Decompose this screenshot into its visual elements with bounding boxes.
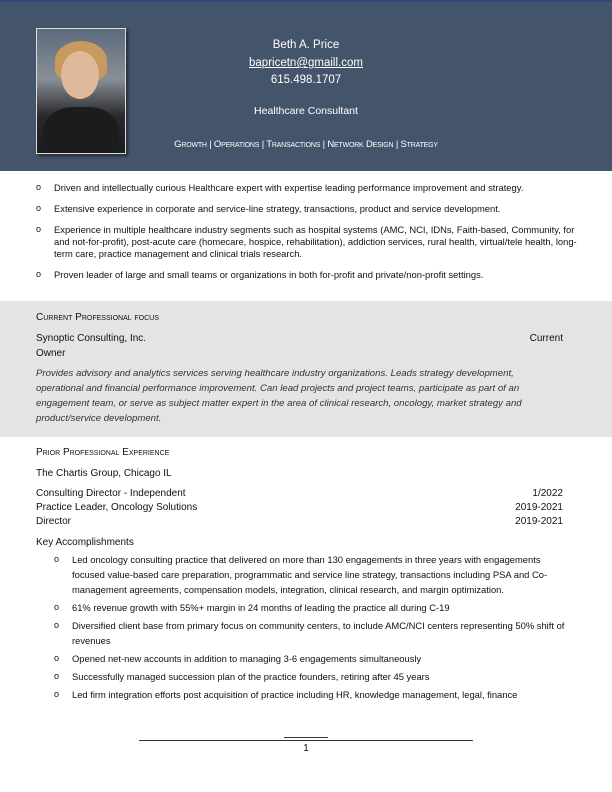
profile-photo bbox=[36, 28, 126, 154]
role-dates: 2019-2021 bbox=[515, 516, 563, 527]
section-heading: Current Professional focus bbox=[36, 312, 159, 323]
accomplishments-label: Key Accomplishments bbox=[36, 537, 134, 548]
professional-title: Healthcare Consultant bbox=[254, 105, 358, 117]
footer-divider-short bbox=[284, 737, 328, 738]
role-title: Practice Leader, Oncology Solutions bbox=[36, 502, 198, 513]
role-dates: 2019-2021 bbox=[515, 502, 563, 513]
list-item: o Extensive experience in corporate and service-line strategy, transactions, product and service development. bbox=[36, 203, 581, 215]
accomplishments-list bbox=[54, 552, 574, 705]
summary-list bbox=[36, 182, 581, 290]
company-name: Synoptic Consulting, Inc. bbox=[36, 333, 147, 344]
role-title: Consulting Director - Independent bbox=[36, 488, 186, 499]
email-link[interactable]: bapricetn@gmaill.com bbox=[249, 57, 363, 69]
header-banner bbox=[0, 0, 612, 171]
list-item: o Diversified client base from primary focus on community centers, to include AMC/NCI centers representing 50% shift of revenues bbox=[54, 618, 574, 648]
role-dates: 1/2022 bbox=[532, 488, 563, 499]
list-item: o Led firm integration efforts post acquisition of practice including HR, knowledge management, legal, finance bbox=[54, 687, 574, 702]
expertise-tags: Growth | Operations | Transactions | Network Design | Strategy bbox=[174, 139, 438, 150]
footer-divider bbox=[139, 740, 473, 741]
list-item: o Successfully managed succession plan of the practice founders, retiring after 45 years bbox=[54, 669, 574, 684]
company-name: The Chartis Group, Chicago IL bbox=[36, 468, 172, 479]
page-number: 1 bbox=[303, 743, 309, 754]
candidate-name: Beth A. Price bbox=[272, 39, 340, 51]
list-item: o Opened net-new accounts in addition to managing 3-6 engagements simultaneously bbox=[54, 651, 574, 666]
role-title: Owner bbox=[36, 348, 66, 359]
list-item: o Driven and intellectually curious Healthcare expert with expertise leading performance improvement and strategy. bbox=[36, 182, 581, 194]
role-title: Director bbox=[36, 516, 72, 527]
list-item: o Proven leader of large and small teams or organizations in both for-profit and private/non-profit settings. bbox=[36, 269, 581, 281]
section-heading: Prior Professional Experience bbox=[36, 447, 170, 458]
role-description: Provides advisory and analytics services serving healthcare industry organizations. Leads strategy development, operational and financial performance improvement. Can lead projects and project teams, participate as part of an engagement team, or serve as subject matter expert in the area of clinical research, oncology, market strategy and product/service development. bbox=[36, 368, 522, 424]
list-item: o 61% revenue growth with 55%+ margin in 24 months of leading the practice all during C-19 bbox=[54, 600, 574, 615]
list-item: o Led oncology consulting practice that delivered on more than 130 engagements in three years with engagements focused value-based care preparation, programmatic and service line strategy, transactions including PSA and Co-management agreements, compensation models, integration, clinical research, and margin optimization. bbox=[54, 552, 574, 597]
phone-number: 615.498.1707 bbox=[270, 74, 342, 86]
list-item: o Experience in multiple healthcare industry segments such as hospital systems (AMC, NCI, IDNs, Faith-based, Community, for and not-for-profit), post-acute care (homecare, hospice, rehabilitation), addiction services, rural health, virtual/tele health, long-term care, practice management and clinical trials research. bbox=[36, 224, 581, 260]
employment-status: Current bbox=[529, 333, 563, 344]
